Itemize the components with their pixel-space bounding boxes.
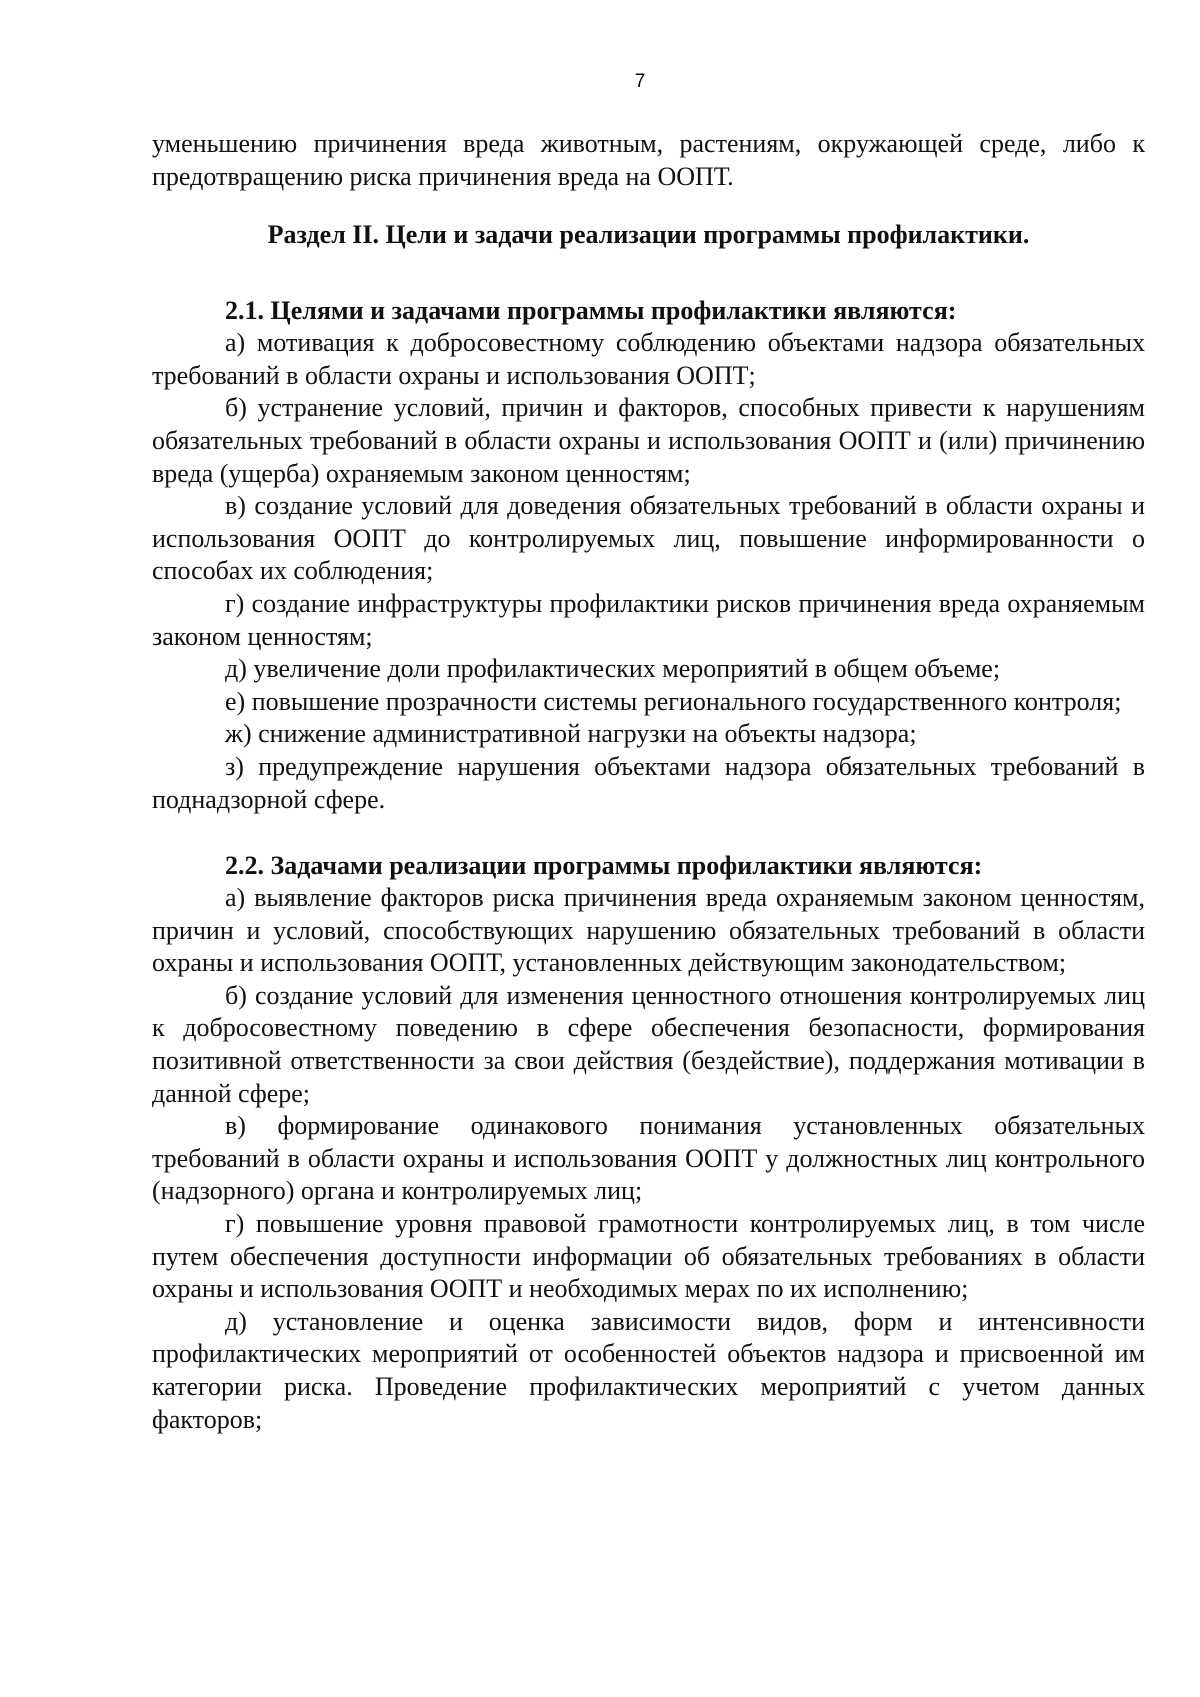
list-item: е) повышение прозрачности системы регионального государственного контроля; (225, 686, 1122, 716)
list-item: в) формирование одинакового понимания установленных обязательных требований в области охраны и использования ООПТ у должностных лиц контрольного (надзорного) органа и контролируемых лиц; (152, 1111, 1145, 1206)
list-item: а) мотивация к добросовестному соблюдению объектами надзора обязательных требований в области охраны и использования ООПТ; (152, 328, 1145, 390)
intro-paragraph: уменьшению причинения вреда животным, растениям, окружающей среде, либо к предотвращению риска причинения вреда на ООПТ. (152, 129, 1145, 191)
subsection-2-2 (152, 850, 1145, 1436)
list-item: а) выявление факторов риска причинения вреда охраняемым законом ценностям, причин и условий, способствующих нарушению обязательных требований в области охраны и использования ООПТ, установленных действующим законодательством; (152, 883, 1145, 978)
list-item: г) повышение уровня правовой грамотности контролируемых лиц, в том числе путем обеспечения доступности информации об обязательных требованиях в области охраны и использования ООПТ и необходимых мерах по их исполнению; (152, 1209, 1145, 1304)
list-item: г) создание инфраструктуры профилактики рисков причинения вреда охраняемым законом ценностям; (152, 588, 1145, 651)
list-item: д) увеличение доли профилактических мероприятий в общем объеме; (225, 654, 1001, 684)
subsection-2-1 (152, 295, 1145, 816)
section-title: Раздел II. Цели и задачи реализации программы профилактики. (267, 220, 1030, 250)
list-item: ж) снижение административной нагрузки на объекты надзора; (225, 719, 917, 749)
list-item: б) устранение условий, причин и факторов, способных привести к нарушениям обязательных требований в области охраны и использования ООПТ и (или) причинению вреда (ущерба) охраняемым законом ценностям; (152, 393, 1145, 488)
list-item: з) предупреждение нарушения объектами надзора обязательных требований в поднадзорной сфере. (152, 751, 1145, 814)
document-body (152, 128, 1145, 1436)
subsection-heading: 2.1. Целями и задачами программы профилактики являются: (225, 296, 957, 326)
list-item: в) создание условий для доведения обязательных требований в области охраны и использования ООПТ до контролируемых лиц, повышение информированности о способах их соблюдения; (152, 491, 1145, 586)
list-item: б) создание условий для изменения ценностного отношения контролируемых лиц к добросовестному поведению в сфере обеспечения безопасности, формирования позитивной ответственности за свои действия (бездействие), поддержания мотивации в данной сфере; (152, 980, 1145, 1108)
list-item: д) установление и оценка зависимости видов, форм и интенсивности профилактических мероприятий от особенностей объектов надзора и присвоенной им категории риска. Проведение профилактических мероприятий с учетом данных факторов; (152, 1306, 1145, 1434)
page-number: 7 (634, 71, 646, 92)
subsection-heading: 2.2. Задачами реализации программы профилактики являются: (225, 851, 983, 881)
